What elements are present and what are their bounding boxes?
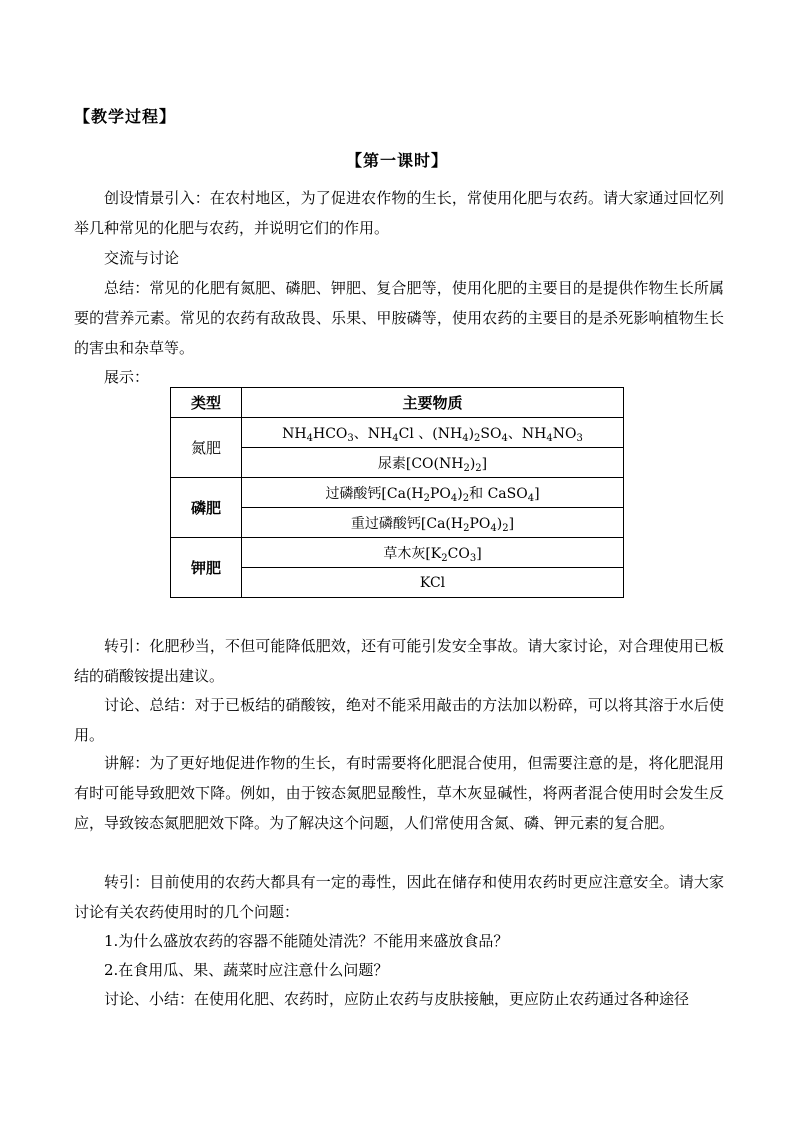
lesson-title: 【第一课时】 xyxy=(345,151,448,170)
table-row xyxy=(171,538,624,568)
question-1: 1.为什么盛放农药的容器不能随处清洗？不能用来盛放食品？ xyxy=(104,932,509,950)
table-row xyxy=(171,418,624,448)
substance-cell: KCl xyxy=(242,568,624,598)
intro-paragraph: 创设情景引入：在农村地区，为了促进农作物的生长，常使用化肥与农药。请大家通过回忆列举几种常见的化肥与农药，并说明它们的作用。 xyxy=(74,189,724,237)
substance-cell: 尿素$[CO(NH_2)_2]$ xyxy=(242,448,624,478)
discussion-summary-paragraph: 讨论、总结：对于已板结的硝酸铵，绝对不能采用敲击的方法加以粉碎，可以将其溶于水后使用。 xyxy=(74,696,724,744)
substance-cell: 过磷酸钙[$Ca(H_2PO_4)_2$和 CaSO$_4$] xyxy=(242,478,624,508)
summary-paragraph: 总结：常见的化肥有氮肥、磷肥、钾肥、复合肥等，使用化肥的主要目的是提供作物生长所属要的营养元素。常见的农药有敌敌畏、乐果、甲胺磷等，使用农药的主要目的是杀死影响植物生长的害虫和杂草等。 xyxy=(74,279,724,357)
table-header-row xyxy=(171,388,624,418)
transition-paragraph-2: 转引：目前使用的农药大都具有一定的毒性，因此在储存和使用农药时更应注意安全。请大家讨论有关农药使用时的几个问题： xyxy=(74,873,724,921)
table-row xyxy=(171,478,624,508)
type-phosphate: 磷肥 xyxy=(171,478,242,538)
discussion-label: 交流与讨论 xyxy=(104,249,180,267)
final-summary-paragraph: 讨论、小结：在使用化肥、农药时，应防止农药与皮肤接触，更应防止农药通过各种途径 xyxy=(104,990,690,1008)
section-heading: 【教学过程】 xyxy=(74,107,177,126)
substance-cell: $NH_4HCO_3$、$NH_4Cl$ 、$(NH_4)_2SO_4$、$NH_4NO_3$ xyxy=(242,418,624,448)
explanation-paragraph: 讲解：为了更好地促进作物的生长，有时需要将化肥混合使用，但需要注意的是，将化肥混用有时可能导致肥效下降。例如，由于铵态氮肥显酸性，草木灰显碱性，将两者混合使用时会发生反应，导致铵态氮肥肥效下降。为了解决这个问题，人们常使用含氮、磷、钾元素的复合肥。 xyxy=(74,754,724,832)
display-label: 展示： xyxy=(104,368,150,386)
substance-cell: 重过磷酸钙$[Ca(H_2PO_4)_2]$ xyxy=(242,508,624,538)
fertilizer-table xyxy=(170,387,624,598)
type-potash: 钾肥 xyxy=(171,538,242,598)
question-2: 2.在食用瓜、果、蔬菜时应注意什么问题？ xyxy=(104,961,389,979)
transition-paragraph-1: 转引：化肥秒当，不但可能降低肥效，还有可能引发安全事故。请大家讨论，对合理使用已板结的硝酸铵提出建议。 xyxy=(74,637,724,685)
header-substance: 主要物质 xyxy=(242,388,624,418)
substance-cell: 草木灰$[K_2CO_3]$ xyxy=(242,538,624,568)
header-type: 类型 xyxy=(171,388,242,418)
type-nitrogen: 氮肥 xyxy=(171,418,242,478)
